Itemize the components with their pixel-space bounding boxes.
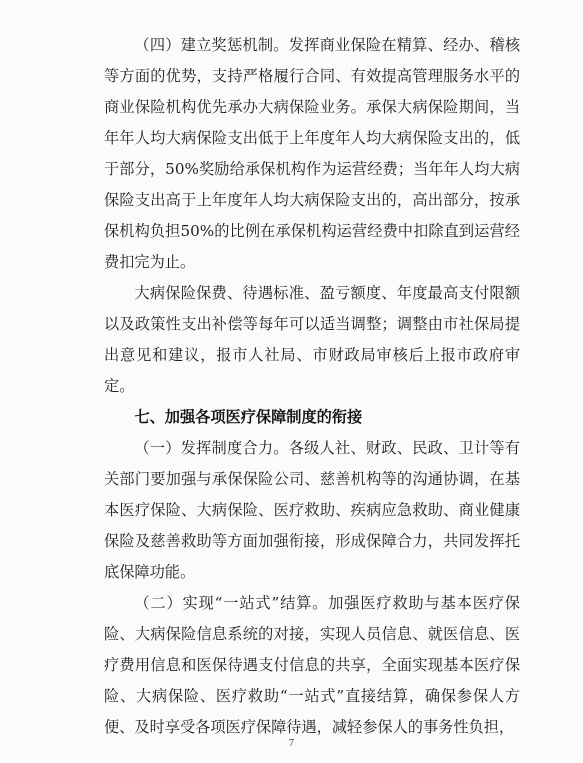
paragraph-system-synergy: （一）发挥制度合力。各级人社、财政、民政、卫计等有关部门要加强与承保保险公司、慈善机构等的沟通协调，在基本医疗保险、大病保险、医疗救助、疾病应急救助、商业健康保险及慈善救助等方面加强衔接，形成保障合力，共同发挥托底保障功能。 <box>104 439 520 581</box>
document-body <box>104 30 520 743</box>
paragraph-reward-mechanism: （四）建立奖惩机制。发挥商业保险在精算、经办、稽核等方面的优势，支持严格履行合同、有效提高管理服务水平的商业保险机构优先承办大病保险业务。承保大病保险期间，当年年人均大病保险支出低于上年度年人均大病保险支出的，低于部分，50%奖励给承保机构作为运营经费；当年年人均大病保险支出高于上年度年人均大病保险支出的，高出部分，按承保机构负担50%的比例在承保机构运营经费中扣除直到运营经费扣完为止。 <box>104 36 520 271</box>
paragraph-annual-adjustment: 大病保险保费、待遇标准、盈亏额度、年度最高支付限额以及政策性支出补偿等每年可以适当调整；调整由市社保局提出意见和建议，报市人社局、市财政局审核后上报市政府审定。 <box>104 284 520 395</box>
paragraph-one-stop-settlement: （二）实现“一站式”结算。加强医疗救助与基本医疗保险、大病保险信息系统的对接，实现人员信息、就医信息、医疗费用信息和医保待遇支付信息的共享，全面实现基本医疗保险、大病保险、医疗救助“一站式”直接结算，确保参保人方便、及时享受各项医疗保障待遇，减轻参保人的事务性负担， <box>104 594 520 736</box>
page-number: 7 <box>289 738 294 749</box>
section-heading: 七、加强各项医疗保障制度的衔接 <box>134 408 363 426</box>
